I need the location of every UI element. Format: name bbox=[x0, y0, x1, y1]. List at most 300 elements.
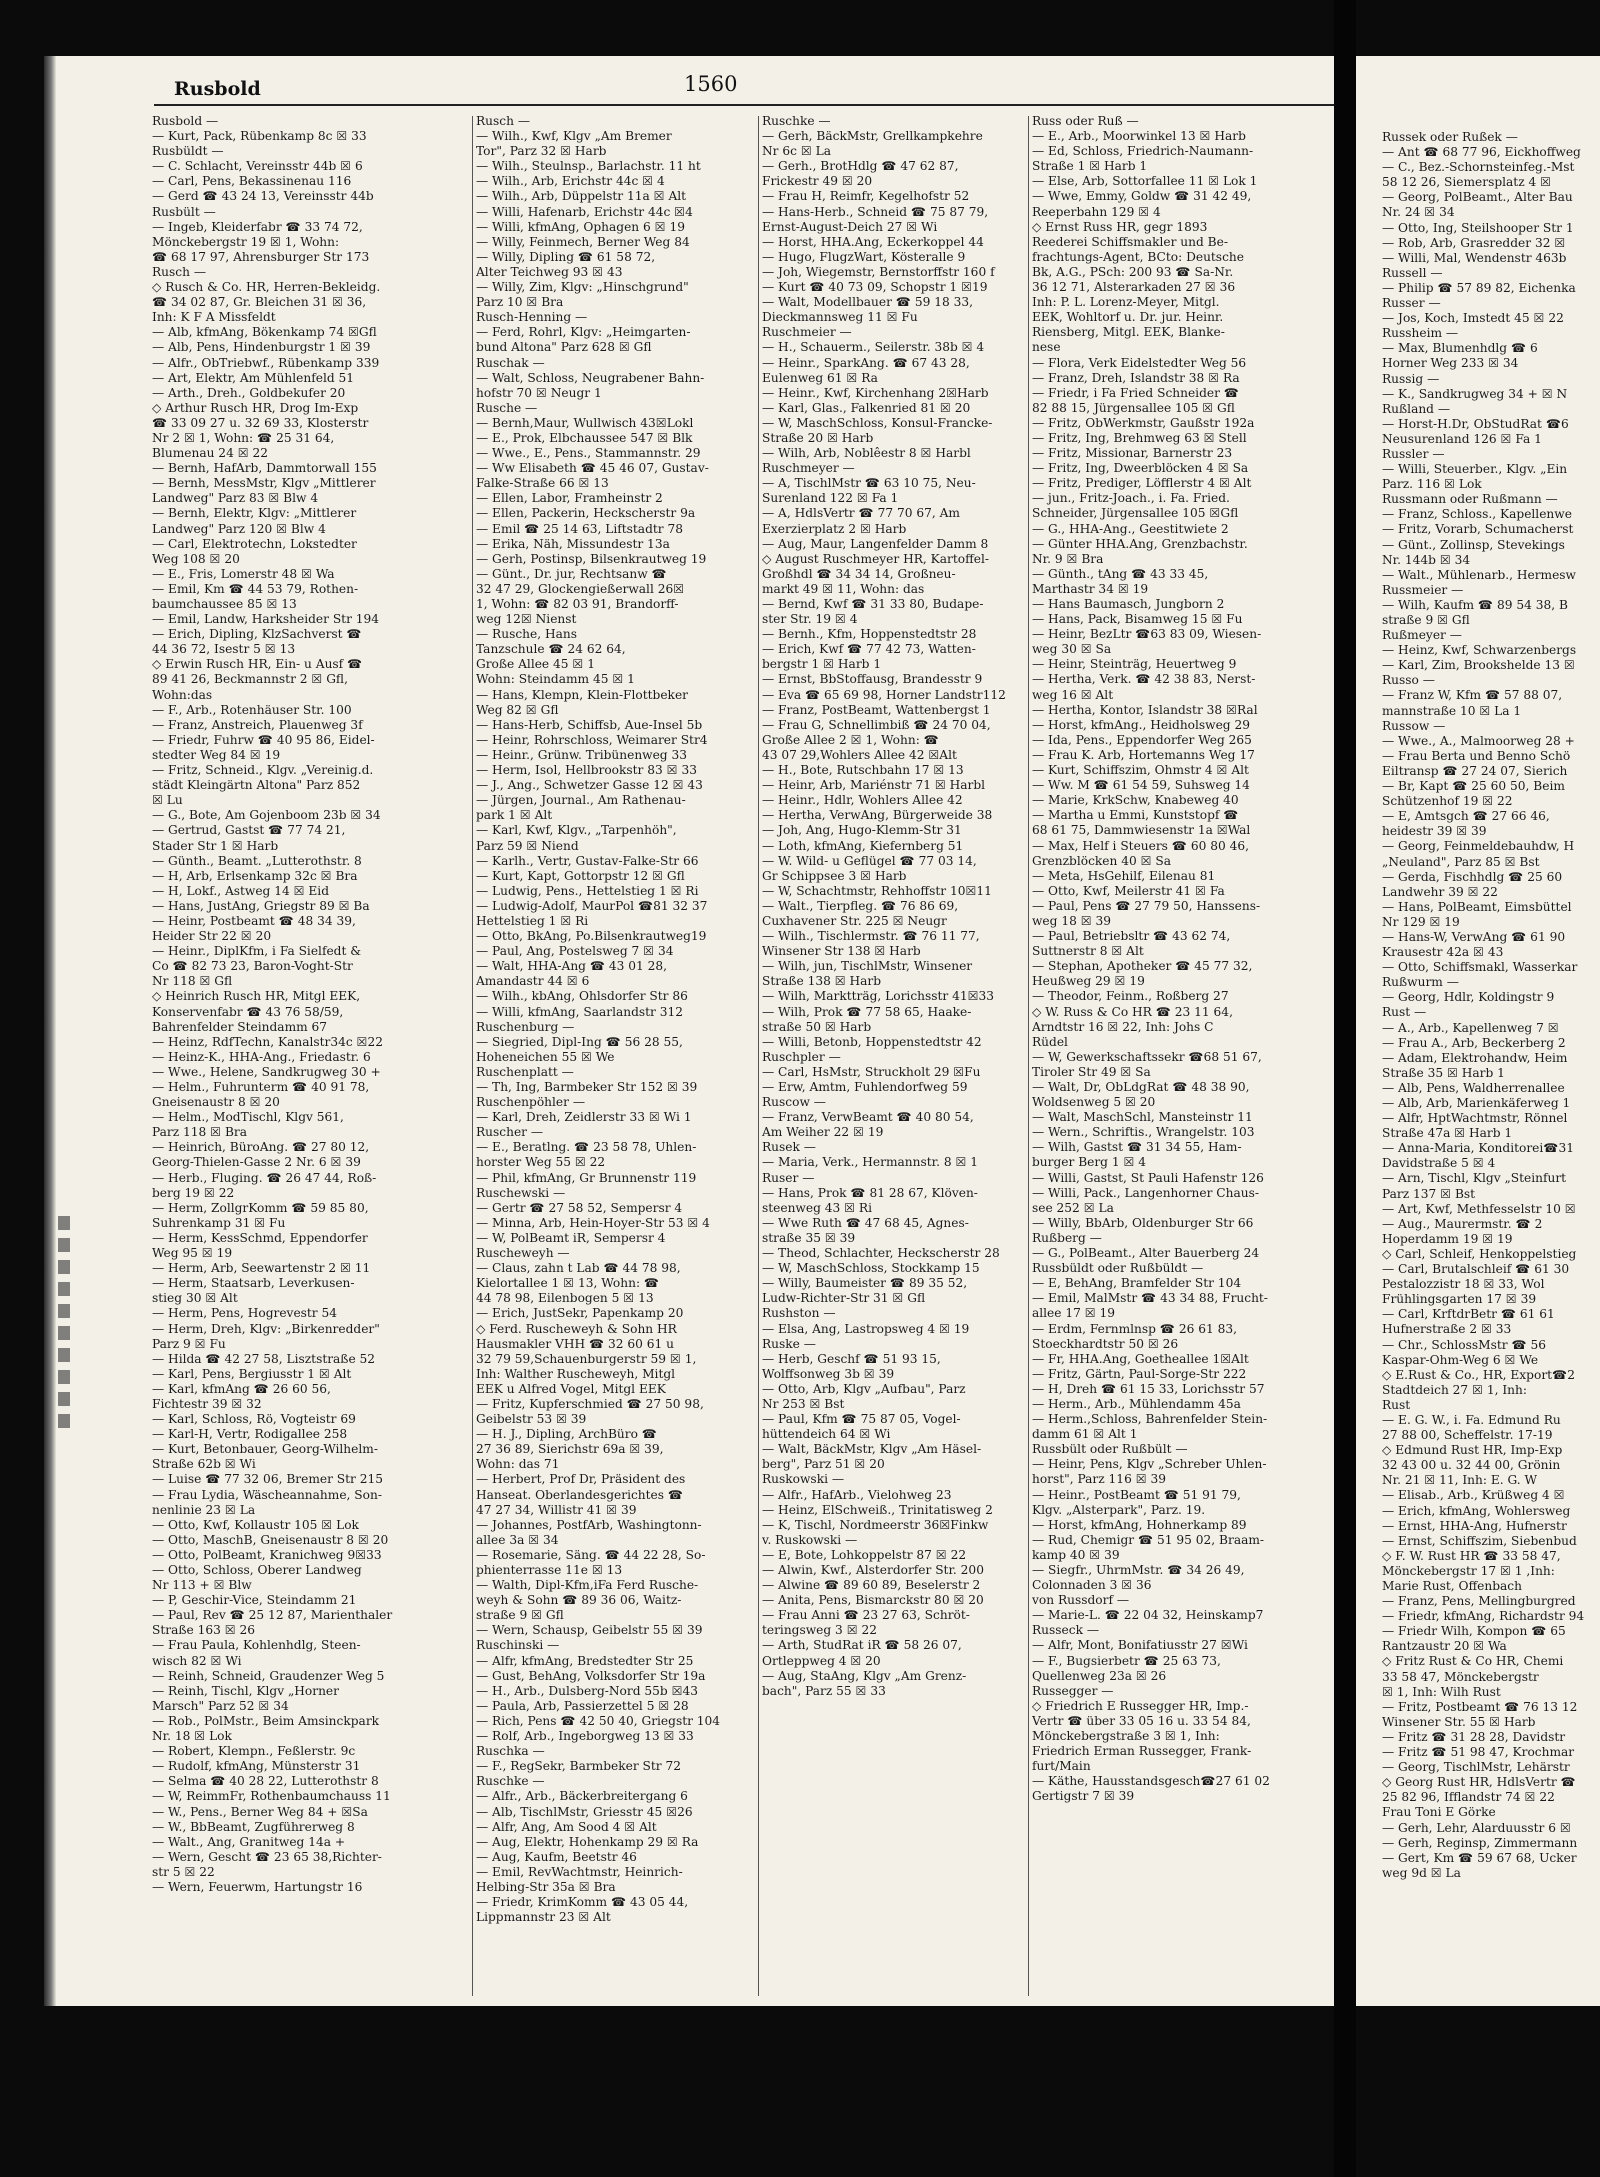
directory-entry-line: EEK u Alfred Vogel, Mitgl EEK bbox=[476, 1381, 666, 1396]
directory-entry-line: 47 27 34, Willistr 41 ☒ 39 bbox=[476, 1502, 637, 1517]
directory-page bbox=[44, 56, 1334, 2006]
directory-entry-line: Russbüldt oder Rußbüldt — bbox=[1032, 1261, 1204, 1276]
directory-entry-line: Inh: Walther Ruscheweyh, Mitgl bbox=[476, 1366, 676, 1381]
directory-entry-line: Rusch-Henning — bbox=[476, 310, 588, 325]
directory-entry-line: Ruschinski — bbox=[476, 1638, 560, 1653]
directory-entry-line: — W. Wild- u Geflügel ☎ 77 03 14, bbox=[762, 853, 977, 868]
directory-entry-line: Nr 113 + ☒ Blw bbox=[152, 1578, 252, 1593]
directory-entry-line: Rusch — bbox=[152, 264, 207, 279]
directory-entry-line: — Loth, kfmAng, Kiefernberg 51 bbox=[762, 838, 964, 853]
directory-entry-line: — E., Arb., Moorwinkel 13 ☒ Harb bbox=[1032, 129, 1246, 144]
directory-entry-line: — Wilh., kbAng, Ohlsdorfer Str 86 bbox=[476, 989, 688, 1004]
directory-entry-line: Russbült oder Rußbült — bbox=[1032, 1442, 1188, 1457]
directory-entry-line: — F., Arb., Rotenhäuser Str. 100 bbox=[152, 702, 352, 717]
directory-entry-line: — Horst-H.Dr, ObStudRat ☎6 bbox=[1382, 416, 1569, 431]
directory-entry-line: Ortleppweg 4 ☒ 20 bbox=[762, 1653, 881, 1668]
directory-entry-line: — Ant ☎ 68 77 96, Eickhoffweg bbox=[1382, 145, 1581, 160]
directory-entry-line: — Bernh, MessMstr, Klgv „Mittlerer bbox=[152, 476, 376, 491]
directory-entry-line: ◇ Ferd. Ruscheweyh & Sohn HR bbox=[476, 1321, 677, 1336]
directory-entry-line: — P, Geschir-Vice, Steindamm 21 bbox=[152, 1593, 357, 1608]
directory-entry-line: Russeck — bbox=[1032, 1623, 1100, 1638]
directory-entry-line: — Rud, Chemigr ☎ 51 95 02, Braam- bbox=[1032, 1532, 1265, 1547]
directory-entry-line: — Max, Blumenhdlg ☎ 6 bbox=[1382, 341, 1538, 356]
directory-entry-line: Reeperbahn 129 ☒ 4 bbox=[1032, 204, 1161, 219]
directory-entry-line: — Georg, TischlMstr, Lehärstr bbox=[1382, 1760, 1570, 1775]
directory-entry-line: — Friedr, i Fa Fried Schneider ☎ bbox=[1032, 385, 1239, 400]
directory-entry-line: Amandastr 44 ☒ 6 bbox=[476, 974, 590, 989]
directory-entry-line: — C. Schlacht, Vereinsstr 44b ☒ 6 bbox=[152, 159, 363, 174]
header-rule bbox=[154, 104, 1334, 106]
directory-entry-line: Nr 129 ☒ 19 bbox=[1382, 914, 1460, 929]
directory-entry-line: Marsch" Parz 52 ☒ 34 bbox=[152, 1698, 289, 1713]
directory-entry-line: ster Str. 19 ☒ 4 bbox=[762, 612, 858, 627]
directory-entry-line: Co ☎ 82 73 23, Baron-Voght-Str bbox=[152, 959, 353, 974]
directory-entry-line: Tanzschule ☎ 24 62 64, bbox=[476, 642, 626, 657]
directory-entry-line: — Fritz, ObWerkmstr, Gaußstr 192a bbox=[1032, 415, 1255, 430]
directory-entry-line: — Walt, Dr, ObLdgRat ☎ 48 38 90, bbox=[1032, 1080, 1250, 1094]
directory-entry-line: — W., BbBeamt, Zugführerweg 8 bbox=[152, 1819, 355, 1834]
directory-entry-line: Alter Teichweg 93 ☒ 43 bbox=[476, 264, 623, 279]
directory-entry-line: Bk, A.G., PSch: 200 93 ☎ Sa-Nr. bbox=[1032, 264, 1234, 279]
directory-entry-line: — Rusche, Hans bbox=[476, 627, 577, 642]
directory-entry-line: — Chr., SchlossMstr ☎ 56 bbox=[1382, 1337, 1547, 1352]
directory-entry-line: — Erich, Dipling, KlzSachverst ☎ bbox=[152, 627, 362, 642]
directory-entry-line: — Paul, Rev ☎ 25 12 87, Marienthaler bbox=[152, 1608, 393, 1623]
directory-entry-line: — Aug, Elektr, Hohenkamp 29 ☒ Ra bbox=[476, 1834, 699, 1849]
directory-entry-line: Rußland — bbox=[1382, 401, 1451, 416]
directory-entry-line: Wohn: Steindamm 45 ☒ 1 bbox=[476, 672, 635, 687]
directory-entry-line: Neusurenland 126 ☒ Fa 1 bbox=[1382, 431, 1542, 446]
directory-entry-line: Rusch — bbox=[476, 114, 531, 128]
directory-entry-line: — Wwe Ruth ☎ 47 68 45, Agnes- bbox=[762, 1215, 969, 1230]
directory-entry-line: 89 41 26, Beckmannstr 2 ☒ Gfl, bbox=[152, 672, 348, 687]
directory-entry-line: — Emil, RevWachtmstr, Heinrich- bbox=[476, 1864, 683, 1879]
directory-entry-line: — Maria, Verk., Hermannstr. 8 ☒ 1 bbox=[762, 1155, 979, 1170]
directory-entry-line: — Walth, Dipl-Kfm,iFa Ferd Rusche- bbox=[476, 1578, 699, 1593]
directory-entry-line: — Heinr, Steinträg, Heuertweg 9 bbox=[1032, 657, 1237, 672]
directory-entry-line: — Wilh., Steulnsp., Barlachstr. 11 ht bbox=[476, 159, 701, 174]
directory-entry-line: nese bbox=[1032, 340, 1061, 355]
directory-entry-line: Lippmannstr 23 ☒ Alt bbox=[476, 1910, 611, 1925]
directory-entry-line: — W, Gewerkschaftssekr ☎68 51 67, bbox=[1032, 1049, 1262, 1064]
directory-entry-line: — Heinz-K., HHA-Ang., Friedastr. 6 bbox=[152, 1049, 371, 1064]
directory-entry-line: Krausestr 42a ☒ 43 bbox=[1382, 945, 1504, 960]
directory-entry-line: — Heinr, Rohrschloss, Weimarer Str4 bbox=[476, 732, 708, 747]
directory-entry-line: „Neuland", Parz 85 ☒ Bst bbox=[1382, 854, 1540, 869]
directory-entry-line: — Alfr, kfmAng, Bredstedter Str 25 bbox=[476, 1653, 694, 1668]
directory-entry-line: ◇ Ernst Russ HR, gegr 1893 bbox=[1032, 219, 1208, 234]
directory-entry-line: — Walt, HHA-Ang ☎ 43 01 28, bbox=[476, 959, 668, 974]
directory-entry-line: Mönckebergstr 17 ☒ 1 ,Inh: bbox=[1382, 1563, 1555, 1578]
directory-entry-line: straße 50 ☒ Harb bbox=[762, 1019, 872, 1034]
directory-entry-line: — Herbert, Prof Dr, Präsident des bbox=[476, 1472, 686, 1487]
directory-entry-line: Ruschenpöhler — bbox=[476, 1095, 586, 1110]
directory-entry-line: — Hans, PolBeamt, Eimsbüttel bbox=[1382, 899, 1572, 914]
directory-entry-line: 68 61 75, Dammwiesenstr 1a ☒Wal bbox=[1032, 823, 1251, 838]
directory-entry-line: straße 35 ☒ 39 bbox=[762, 1230, 856, 1245]
directory-entry-line: 27 88 00, Scheffelstr. 17-19 bbox=[1382, 1428, 1553, 1443]
directory-entry-line: markt 49 ☒ 11, Wohn: das bbox=[762, 581, 925, 596]
directory-entry-line: — Luise ☎ 77 32 06, Bremer Str 215 bbox=[152, 1472, 383, 1487]
directory-entry-line: Rusbüldt — bbox=[152, 144, 224, 159]
directory-entry-line: — Frau Paula, Kohlenhdlg, Steen- bbox=[152, 1638, 361, 1653]
directory-entry-line: — Philip ☎ 57 89 82, Eichenka bbox=[1382, 280, 1576, 295]
directory-entry-line: Frau Toni E Görke bbox=[1382, 1805, 1496, 1820]
directory-entry-line: — Bernd, Kwf ☎ 31 33 80, Budape- bbox=[762, 597, 984, 611]
directory-entry-line: — Anita, Pens, Bismarckstr 80 ☒ 20 bbox=[762, 1593, 984, 1608]
directory-entry-line: — Willy, Baumeister ☎ 89 35 52, bbox=[762, 1276, 968, 1291]
directory-entry-line: stieg 30 ☒ Alt bbox=[152, 1291, 238, 1306]
directory-entry-line: — Paul, Ang, Postelsweg 7 ☒ 34 bbox=[476, 944, 674, 959]
directory-entry-line: — Hertha, VerwAng, Bürgerweide 38 bbox=[762, 808, 993, 823]
directory-entry-line: — Otto, Arb, Klgv „Aufbau", Parz bbox=[762, 1381, 966, 1396]
directory-entry-line: — Karl, Kwf, Klgv., „Tarpenhöh", bbox=[476, 823, 677, 838]
directory-entry-line: — Art, Kwf, Methfesselstr 10 ☒ bbox=[1382, 1201, 1576, 1216]
directory-entry-line: — E., Fris, Lomerstr 48 ☒ Wa bbox=[152, 566, 335, 581]
directory-entry-line: — Else, Arb, Sottorfallee 11 ☒ Lok 1 bbox=[1032, 174, 1258, 189]
directory-entry-line: — E, BehAng, Bramfelder Str 104 bbox=[1032, 1276, 1242, 1291]
directory-entry-line: — Heinr, Arb, Mariénstr 71 ☒ Harbl bbox=[762, 778, 986, 793]
directory-entry-line: — Reinh, Tischl, Klgv „Horner bbox=[152, 1683, 339, 1698]
directory-entry-line: — Stephan, Apotheker ☎ 45 77 32, bbox=[1032, 959, 1253, 974]
directory-entry-line: — Hilda ☎ 42 27 58, Lisztstraße 52 bbox=[152, 1351, 376, 1366]
directory-entry-line: Heider Str 22 ☒ 20 bbox=[152, 929, 272, 944]
directory-entry-line: Rußmeyer — bbox=[1382, 628, 1462, 643]
directory-entry-line: — Siegried, Dipl-Ing ☎ 56 28 55, bbox=[476, 1034, 683, 1049]
directory-column-1 bbox=[152, 114, 468, 1998]
directory-entry-line: Hausmakler VHH ☎ 32 60 61 u bbox=[476, 1336, 674, 1351]
directory-entry-line: see 252 ☒ La bbox=[1032, 1200, 1114, 1215]
directory-entry-line: — Phil, kfmAng, Gr Brunnenstr 119 bbox=[476, 1170, 697, 1185]
directory-entry-line: — Fritz, Vorarb, Schumacherst bbox=[1382, 522, 1574, 537]
directory-entry-line: — E, Amtsgch ☎ 27 66 46, bbox=[1382, 809, 1550, 824]
directory-entry-line: — Ingeb, Kleiderfabr ☎ 33 74 72, bbox=[152, 219, 363, 234]
directory-entry-line: — H. J., Dipling, ArchBüro ☎ bbox=[476, 1427, 657, 1442]
directory-entry-line: — Wilh., Tischlermstr. ☎ 76 11 77, bbox=[762, 929, 980, 944]
directory-entry-line: Winsener Str. 55 ☒ Harb bbox=[1382, 1714, 1536, 1729]
directory-entry-line: Straße 47a ☒ Harb 1 bbox=[1382, 1126, 1513, 1141]
directory-entry-line: — Alfr., ObTriebwf., Rübenkamp 339 bbox=[152, 355, 380, 370]
directory-entry-line: — Emil, MalMstr ☎ 43 34 88, Frucht- bbox=[1032, 1291, 1268, 1306]
directory-entry-line: kamp 40 ☒ 39 bbox=[1032, 1547, 1120, 1562]
directory-entry-line: — Wilh, Prok ☎ 77 58 65, Haake- bbox=[762, 1004, 972, 1019]
directory-entry-line: — Walt., Tierpfleg. ☎ 76 86 69, bbox=[762, 898, 959, 913]
directory-entry-line: Riensberg, Mitgl. EEK, Blanke- bbox=[1032, 325, 1225, 340]
directory-entry-line: Rushston — bbox=[762, 1306, 836, 1321]
directory-entry-line: — Karl, Glas., Falkenried 81 ☒ 20 bbox=[762, 400, 971, 415]
directory-entry-line: — Rob., PolMstr., Beim Amsinckpark bbox=[152, 1713, 380, 1728]
directory-entry-line: Rüdel bbox=[1032, 1034, 1068, 1049]
directory-entry-line: — Fr, HHA.Ang, Goetheallee 1☒Alt bbox=[1032, 1351, 1249, 1366]
directory-entry-line: Große Allee 2 ☒ 1, Wohn: ☎ bbox=[762, 732, 939, 747]
directory-entry-line: — Flora, Verk Eidelstedter Weg 56 bbox=[1032, 355, 1247, 370]
directory-entry-line: — Paul, Pens ☎ 27 79 50, Hanssens- bbox=[1032, 898, 1261, 913]
directory-entry-line: ☒ 1, Inh: Wilh Rust bbox=[1382, 1684, 1501, 1699]
directory-entry-line: — Wern, Schausp, Geibelstr 55 ☒ 39 bbox=[476, 1623, 703, 1638]
directory-entry-line: — Aug, Kaufm, Beetstr 46 bbox=[476, 1849, 637, 1864]
directory-entry-line: — Fritz ☎ 31 28 28, Davidstr bbox=[1382, 1729, 1566, 1744]
directory-entry-line: Reederei Schiffsmakler und Be- bbox=[1032, 234, 1228, 249]
directory-entry-line: — Karl, Pens, Bergiusstr 1 ☒ Alt bbox=[152, 1366, 352, 1381]
directory-entry-line: — Herm, Arb, Seewartenstr 2 ☒ 11 bbox=[152, 1261, 371, 1276]
directory-entry-line: — Siegfr., UhrmMstr. ☎ 34 26 49, bbox=[1032, 1563, 1245, 1577]
directory-entry-line: Russmeier — bbox=[1382, 582, 1464, 597]
directory-entry-line: — Bernh., Kfm, Hoppenstedtstr 28 bbox=[762, 627, 977, 642]
directory-entry-line: — F., RegSekr, Barmbeker Str 72 bbox=[476, 1759, 681, 1774]
directory-entry-line: Heußweg 29 ☒ 19 bbox=[1032, 974, 1145, 989]
directory-entry-line: — G., PolBeamt., Alter Bauerberg 24 bbox=[1032, 1246, 1260, 1261]
directory-entry-line: — Hertha, Verk. ☎ 42 38 83, Nerst- bbox=[1032, 672, 1256, 687]
directory-entry-line: — Heinr., SparkAng. ☎ 67 43 28, bbox=[762, 355, 970, 370]
directory-entry-line: — Kurt, Schiffszim, Ohmstr 4 ☒ Alt bbox=[1032, 763, 1249, 778]
directory-entry-line: — Ida, Pens., Eppendorfer Weg 265 bbox=[1032, 732, 1252, 747]
directory-entry-line: ◇ Carl, Schleif, Henkoppelstieg bbox=[1382, 1246, 1577, 1261]
directory-entry-line: Geibelstr 53 ☒ 39 bbox=[476, 1412, 587, 1427]
directory-entry-line: horster Weg 55 ☒ 22 bbox=[476, 1155, 606, 1170]
directory-entry-line: — Kurt, Betonbauer, Georg-Wilhelm- bbox=[152, 1442, 378, 1457]
directory-entry-line: Parz 118 ☒ Bra bbox=[152, 1125, 248, 1140]
directory-entry-line: — Georg, Hdlr, Koldingstr 9 bbox=[1382, 990, 1555, 1005]
directory-entry-line: — Wern, Feuerwm, Hartungstr 16 bbox=[152, 1879, 363, 1894]
directory-entry-line: — Fritz, Prediger, Löfflerstr 4 ☒ Alt bbox=[1032, 476, 1252, 491]
directory-entry-line: — Ellen, Labor, Framheinstr 2 bbox=[476, 491, 663, 506]
directory-entry-line: Gneisenaustr 8 ☒ 20 bbox=[152, 1095, 280, 1110]
directory-entry-line: Pestalozzistr 18 ☒ 33, Wol bbox=[1382, 1277, 1545, 1292]
directory-entry-line: — Helm., ModTischl, Klgv 561, bbox=[152, 1110, 344, 1125]
directory-entry-line: — Herm, Staatsarb, Leverkusen- bbox=[152, 1276, 355, 1291]
directory-entry-line: Hettelstieg 1 ☒ Ri bbox=[476, 913, 589, 928]
directory-entry-line: — Wilh, Marktträg, Lorichsstr 41☒33 bbox=[762, 989, 995, 1004]
next-page-fragment bbox=[1356, 56, 1600, 2006]
directory-entry-line: allee 17 ☒ 19 bbox=[1032, 1306, 1116, 1321]
directory-entry-line: — Otto, PolBeamt, Kranichweg 9☒33 bbox=[152, 1547, 382, 1562]
directory-entry-line: Rust — bbox=[1382, 1005, 1427, 1020]
directory-entry-line: — H., Bote, Rutschbahn 17 ☒ 13 bbox=[762, 763, 964, 778]
directory-entry-line: — Walt, Modellbauer ☎ 59 18 33, bbox=[762, 295, 973, 310]
directory-entry-line: Große Allee 45 ☒ 1 bbox=[476, 657, 595, 672]
directory-entry-line: — H., Arb., Dulsberg-Nord 55b ☒43 bbox=[476, 1683, 699, 1698]
directory-entry-line: — Paul, Kfm ☎ 75 87 05, Vogel- bbox=[762, 1412, 961, 1427]
directory-entry-line: Tor", Parz 32 ☒ Harb bbox=[476, 144, 607, 159]
directory-entry-line: — J., Ang., Schwetzer Gasse 12 ☒ 43 bbox=[476, 778, 703, 793]
directory-entry-line: Wohn:das bbox=[152, 687, 213, 702]
directory-entry-line: — Heinz, RdfTechn, Kanalstr34c ☒22 bbox=[152, 1034, 383, 1049]
directory-entry-line: stedter Weg 84 ☒ 19 bbox=[152, 747, 281, 762]
directory-entry-line: — Frau Anni ☎ 23 27 63, Schröt- bbox=[762, 1608, 970, 1623]
directory-entry-line: — Emil, Landw, Harksheider Str 194 bbox=[152, 612, 380, 627]
directory-entry-line: — Elsa, Ang, Lastropsweg 4 ☒ 19 bbox=[762, 1321, 970, 1336]
directory-entry-line: bergstr 1 ☒ Harb 1 bbox=[762, 657, 882, 672]
directory-entry-line: — K, Tischl, Nordmeerstr 36☒Finkw bbox=[762, 1517, 989, 1532]
directory-entry-line: — Hans, Klempn, Klein-Flottbeker bbox=[476, 687, 688, 702]
directory-entry-line: Davidstraße 5 ☒ 4 bbox=[1382, 1156, 1496, 1171]
directory-entry-line: Eiltransp ☎ 27 24 07, Sierich bbox=[1382, 763, 1568, 778]
directory-entry-line: Landwehr 39 ☒ 22 bbox=[1382, 884, 1498, 899]
directory-entry-line: — Horst, kfmAng., Heidholsweg 29 bbox=[1032, 717, 1250, 732]
directory-entry-line: Parz 9 ☒ Fu bbox=[152, 1336, 226, 1351]
directory-entry-line: — E. G. W., i. Fa. Edmund Ru bbox=[1382, 1412, 1561, 1427]
directory-entry-line: — Bernh,Maur, Wullwisch 43☒Lokl bbox=[476, 415, 694, 430]
directory-entry-line: — Ed, Schloss, Friedrich-Naumann- bbox=[1032, 144, 1254, 159]
directory-entry-line: — Art, Elektr, Am Mühlenfeld 51 bbox=[152, 370, 355, 385]
directory-entry-line: — Ernst, BbStoffausg, Brandesstr 9 bbox=[762, 672, 983, 687]
directory-entry-line: Nr 2 ☒ 1, Wohn: ☎ 25 31 64, bbox=[152, 430, 335, 445]
directory-entry-line: Winsener Str 138 ☒ Harb bbox=[762, 944, 921, 959]
directory-entry-line: Wohn: das 71 bbox=[476, 1457, 560, 1472]
directory-entry-line: Stoeckhardtstr 50 ☒ 26 bbox=[1032, 1336, 1179, 1351]
directory-entry-line: — Franz, Pens, Mellingburgred bbox=[1382, 1594, 1576, 1609]
directory-entry-line: allee 3a ☒ 34 bbox=[476, 1532, 559, 1547]
directory-entry-line: — W, ReimmFr, Rothenbaumchauss 11 bbox=[152, 1789, 391, 1804]
directory-entry-line: — Herm.,Schloss, Bahrenfelder Stein- bbox=[1032, 1412, 1268, 1427]
directory-entry-line: — Alfr, HptWachtmstr, Rönnel bbox=[1382, 1111, 1568, 1126]
directory-entry-line: — Erika, Näh, Missundestr 13a bbox=[476, 536, 670, 551]
directory-entry-line: — Heinrich, BüroAng. ☎ 27 80 12, bbox=[152, 1140, 370, 1155]
directory-entry-line: — Alfr, Ang, Am Sood 4 ☒ Alt bbox=[476, 1819, 657, 1834]
directory-entry-line: — Heinz, ElSchweiß., Trinitatisweg 2 bbox=[762, 1502, 993, 1517]
directory-entry-line: Cuxhavener Str. 225 ☒ Neugr bbox=[762, 913, 947, 928]
directory-entry-line: straße 9 ☒ Gfl bbox=[1382, 613, 1470, 627]
directory-entry-line: — Heinr, Pens, Klgv „Schreber Uhlen- bbox=[1032, 1457, 1267, 1472]
directory-entry-line: — Otto, BkAng, Po.Bilsenkrautweg19 bbox=[476, 929, 707, 944]
directory-entry-line: — Ferd, Rohrl, Klgv: „Heimgarten- bbox=[476, 325, 691, 340]
directory-entry-line: — Wwe., E., Pens., Stammannstr. 29 bbox=[476, 446, 701, 461]
directory-entry-line: Nr. 9 ☒ Bra bbox=[1032, 551, 1104, 566]
directory-entry-line: — Heinr, BezLtr ☎63 83 09, Wiesen- bbox=[1032, 627, 1262, 642]
directory-entry-line: phienterrasse 11e ☒ 13 bbox=[476, 1563, 623, 1577]
directory-entry-line: — Wilh., Arb, Düppelstr 11a ☒ Alt bbox=[476, 189, 687, 204]
directory-entry-line: — Br, Kapt ☎ 25 60 50, Beim bbox=[1382, 779, 1565, 794]
directory-entry-line: — Bernh, HafArb, Dammtorwall 155 bbox=[152, 461, 377, 476]
directory-entry-line: hüttendeich 64 ☒ Wi bbox=[762, 1427, 891, 1442]
directory-entry-line: Tiroler Str 49 ☒ Sa bbox=[1032, 1064, 1151, 1079]
directory-entry-line: — Claus, zahn t Lab ☎ 44 78 98, bbox=[476, 1261, 681, 1276]
directory-entry-line: — Theodor, Feinm., Roßberg 27 bbox=[1032, 989, 1229, 1004]
directory-entry-line: städt Kleingärtn Altona" Parz 852 bbox=[152, 778, 361, 793]
directory-entry-line: Ruskowski — bbox=[762, 1472, 845, 1487]
directory-entry-line: Russo — bbox=[1382, 673, 1435, 688]
directory-entry-line: weg 30 ☒ Sa bbox=[1032, 642, 1112, 657]
directory-entry-line: — Walt, MaschSchl, Mansteinstr 11 bbox=[1032, 1110, 1253, 1125]
directory-entry-line: — Wern, Gescht ☎ 23 65 38,Richter- bbox=[152, 1849, 382, 1864]
directory-entry-line: — Fritz, Schneid., Klgv. „Vereinig.d. bbox=[152, 763, 374, 778]
directory-entry-line: Wolffsonweg 3b ☒ 39 bbox=[762, 1366, 895, 1381]
directory-entry-line: Am Weiher 22 ☒ 19 bbox=[762, 1125, 884, 1140]
column-divider bbox=[758, 116, 759, 1996]
directory-entry-line: — Franz, Anstreich, Plauenweg 3f bbox=[152, 717, 363, 732]
directory-entry-line: Ruscow — bbox=[762, 1095, 826, 1110]
directory-entry-line: — Wilh, Arb, Noblêestr 8 ☒ Harbl bbox=[762, 446, 971, 461]
directory-entry-line: Rußberg — bbox=[1032, 1230, 1102, 1245]
directory-entry-line: furt/Main bbox=[1032, 1759, 1091, 1774]
directory-entry-line: — Kurt, Pack, Rübenkamp 8c ☒ 33 bbox=[152, 129, 367, 144]
directory-entry-line: — Wwe., A., Malmoorweg 28 + bbox=[1382, 733, 1575, 748]
directory-entry-line: — Hans, Prok ☎ 81 28 67, Klöven- bbox=[762, 1185, 978, 1200]
directory-entry-line: hofstr 70 ☒ Neugr 1 bbox=[476, 385, 602, 400]
directory-entry-line: — Paula, Arb, Passierzettel 5 ☒ 28 bbox=[476, 1698, 689, 1713]
directory-entry-line: weg 18 ☒ 39 bbox=[1032, 913, 1112, 928]
directory-entry-line: 82 88 15, Jürgensallee 105 ☒ Gfl bbox=[1032, 400, 1235, 415]
directory-entry-line: — Wern., Schriftis., Wrangelstr. 103 bbox=[1032, 1125, 1255, 1140]
directory-entry-line: Weg 82 ☒ Gfl bbox=[476, 702, 559, 717]
directory-entry-line: — Ww. M ☎ 61 54 59, Suhsweg 14 bbox=[1032, 778, 1250, 793]
directory-entry-line: — Helm., Fuhrunterm ☎ 40 91 78, bbox=[152, 1080, 370, 1094]
directory-entry-line: — Meta, HsGehilf, Eilenau 81 bbox=[1032, 868, 1216, 883]
directory-entry-line: — Otto, Schloss, Oberer Landweg bbox=[152, 1563, 362, 1577]
directory-entry-line: Ludw-Richter-Str 31 ☒ Gfl bbox=[762, 1291, 926, 1306]
directory-entry-line: — Herb., Fluging. ☎ 26 47 44, Roß- bbox=[152, 1170, 377, 1185]
directory-entry-line: — Erich, Kwf ☎ 77 42 73, Watten- bbox=[762, 642, 976, 657]
directory-entry-line: — Franz, PostBeamt, Wattenbergst 1 bbox=[762, 702, 991, 717]
directory-entry-line: — Fritz, Ing, Dweerblöcken 4 ☒ Sa bbox=[1032, 461, 1249, 476]
directory-entry-line: — Herm, Isol, Hellbrookstr 83 ☒ 33 bbox=[476, 763, 697, 778]
directory-entry-line: Inh: P. L. Lorenz-Meyer, Mitgl. bbox=[1032, 295, 1220, 310]
directory-entry-line: — Günth., Beamt. „Lutterothstr. 8 bbox=[152, 853, 362, 868]
directory-entry-line: Straße 35 ☒ Harb 1 bbox=[1382, 1065, 1505, 1080]
directory-entry-line: Hanseat. Oberlandesgerichtes ☎ bbox=[476, 1487, 684, 1502]
directory-entry-line: — E., Beratlng. ☎ 23 58 78, Uhlen- bbox=[476, 1140, 697, 1155]
directory-entry-line: weg 12☒ Nienst bbox=[476, 612, 577, 627]
directory-entry-line: Landweg" Parz 83 ☒ Blw 4 bbox=[152, 491, 319, 506]
directory-entry-line: park 1 ☒ Alt bbox=[476, 808, 553, 823]
directory-entry-line: Weg 108 ☒ 20 bbox=[152, 551, 240, 566]
directory-entry-line: 44 78 98, Eilenbogen 5 ☒ 13 bbox=[476, 1291, 654, 1306]
directory-entry-line: — Gerh, Postinsp, Bilsenkrautweg 19 bbox=[476, 551, 707, 566]
directory-entry-line: 1, Wohn: ☎ 82 03 91, Brandorff- bbox=[476, 597, 679, 611]
directory-entry-line: — Fritz, Postbeamt ☎ 76 13 12 bbox=[1382, 1699, 1578, 1714]
directory-entry-line: — Hans-Herb., Schneid ☎ 75 87 79, bbox=[762, 204, 989, 219]
directory-entry-line: Nr. 24 ☒ 34 bbox=[1382, 205, 1455, 220]
directory-entry-line: Frühlingsgarten 17 ☒ 39 bbox=[1382, 1292, 1537, 1307]
directory-entry-line: Stadtdeich 27 ☒ 1, Inh: bbox=[1382, 1382, 1527, 1397]
directory-entry-line: Suhrenkamp 31 ☒ Fu bbox=[152, 1215, 286, 1230]
directory-entry-line: — Eva ☎ 65 69 98, Horner Landstr112 bbox=[762, 687, 1006, 702]
directory-entry-line: Falke-Straße 66 ☒ 13 bbox=[476, 476, 609, 491]
directory-entry-line: — Carl, HsMstr, Struckholt 29 ☒Fu bbox=[762, 1064, 981, 1079]
directory-entry-line: — Alb, TischlMstr, Griesstr 45 ☒26 bbox=[476, 1804, 693, 1819]
book-spine-gap bbox=[1334, 0, 1356, 2177]
directory-entry-line: — Fritz ☎ 51 98 47, Krochmar bbox=[1382, 1745, 1575, 1760]
directory-entry-line: — Gerd ☎ 43 24 13, Vereinsstr 44b bbox=[152, 189, 374, 204]
directory-entry-line: — Aug, StaAng, Klgv „Am Grenz- bbox=[762, 1668, 967, 1683]
directory-entry-line: — Karlh., Vertr, Gustav-Falke-Str 66 bbox=[476, 853, 699, 868]
next-page-column bbox=[1382, 130, 1600, 1998]
directory-entry-line: — Johannes, PostfArb, Washingtonn- bbox=[476, 1517, 702, 1532]
directory-column-2 bbox=[476, 114, 756, 1998]
directory-entry-line: — W, MaschSchloss, Stockkamp 15 bbox=[762, 1261, 980, 1276]
directory-entry-line: — Günt., Dr. jur, Rechtsanw ☎ bbox=[476, 566, 667, 581]
directory-entry-line: — Aug., Maurermstr. ☎ 2 bbox=[1382, 1216, 1543, 1231]
directory-entry-line: — Herm, Dreh, Klgv: „Birkenredder" bbox=[152, 1321, 380, 1336]
directory-entry-line: Arndtstr 16 ☒ 22, Inh: Johs C bbox=[1032, 1019, 1214, 1034]
directory-entry-line: Suttnerstr 8 ☒ Alt bbox=[1032, 944, 1144, 959]
directory-entry-line: ◇ Friedrich E Russegger HR, Imp.- bbox=[1032, 1698, 1249, 1713]
directory-entry-line: Ruschewski — bbox=[476, 1185, 566, 1200]
directory-entry-line: — Günt., Zollinsp, Stevekings bbox=[1382, 537, 1565, 552]
directory-entry-line: Russheim — bbox=[1382, 326, 1459, 341]
directory-entry-line: Ruschenburg — bbox=[476, 1019, 575, 1034]
directory-entry-line: Blumenau 24 ☒ 22 bbox=[152, 446, 269, 461]
directory-entry-line: Vertr ☎ über 33 05 16 u. 33 54 84, bbox=[1032, 1713, 1251, 1728]
directory-entry-line: Russow — bbox=[1382, 718, 1446, 733]
directory-entry-line: Kaspar-Ohm-Weg 6 ☒ We bbox=[1382, 1352, 1539, 1367]
directory-entry-line: — Franz W, Kfm ☎ 57 88 07, bbox=[1382, 688, 1563, 703]
directory-entry-line: — Anna-Maria, Konditorei☎31 bbox=[1382, 1141, 1574, 1156]
directory-entry-line: v. Ruskowski — bbox=[762, 1532, 858, 1547]
directory-entry-line: ☎ 34 02 87, Gr. Bleichen 31 ☒ 36, bbox=[152, 295, 367, 310]
directory-entry-line: — Karl, kfmAng ☎ 26 60 56, bbox=[152, 1381, 331, 1396]
directory-entry-line: Rust bbox=[1382, 1397, 1411, 1412]
